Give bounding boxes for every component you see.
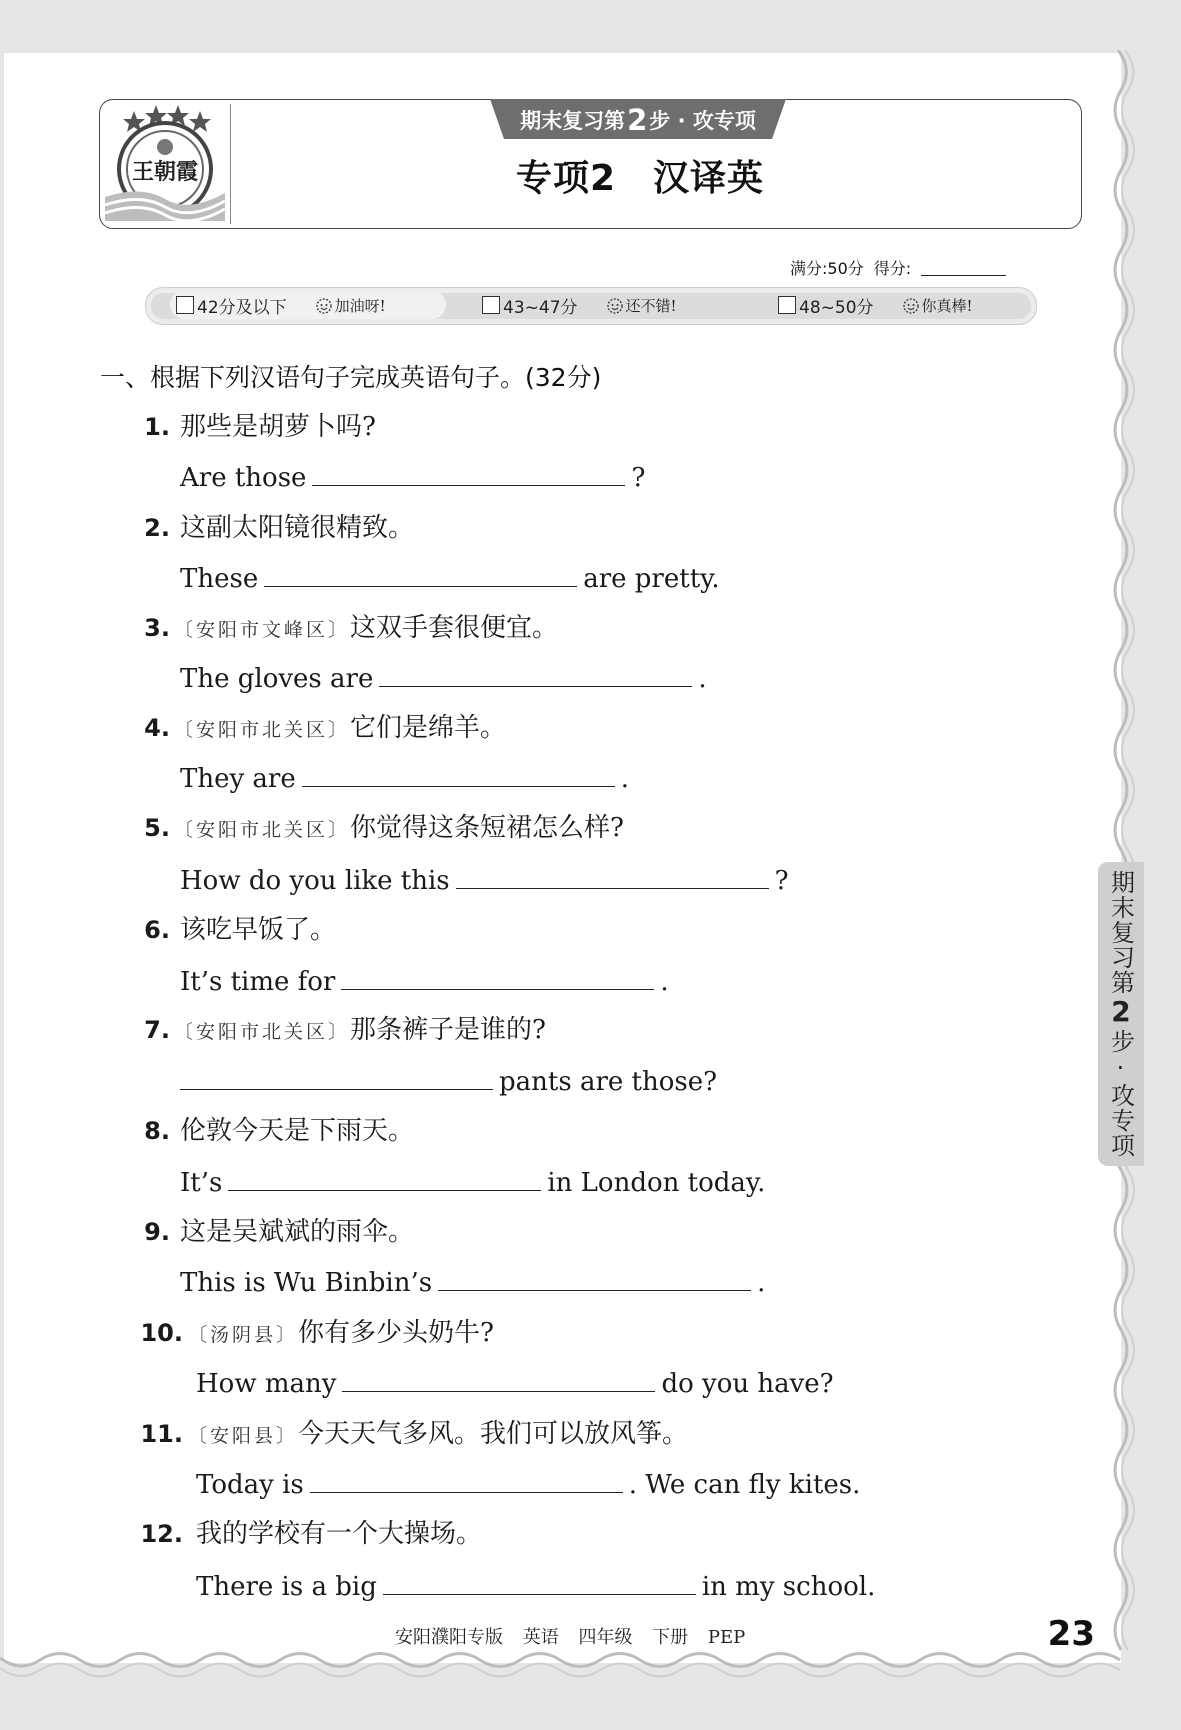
smiley-face-icon <box>606 296 624 314</box>
answer-before: It’s <box>180 1168 223 1198</box>
question-3 <box>0 608 1000 648</box>
side-tab-label <box>1098 870 1144 1160</box>
answer-after: ? <box>774 866 789 896</box>
question-number: 5. <box>144 814 170 842</box>
question-4 <box>0 708 1000 748</box>
question-5 <box>0 808 1000 848</box>
question-8 <box>0 1111 1000 1151</box>
answer-after: . <box>660 967 669 997</box>
svg-text:王朝霞: 王朝霞 <box>131 159 199 185</box>
header-tab-prefix: 期末复习第 <box>520 109 626 133</box>
rating-range: 48~50分 <box>799 297 874 318</box>
answer-line-1 <box>180 458 645 498</box>
answer-blank[interactable] <box>456 864 769 889</box>
page-number: 23 <box>1047 1614 1095 1654</box>
answer-before: How do you like this <box>180 866 450 896</box>
answer-before: How many <box>196 1369 337 1399</box>
question-9 <box>0 1212 1000 1252</box>
question-1 <box>0 407 1000 447</box>
rating-option-mid <box>478 291 752 319</box>
side-tab-step: 2 <box>1104 995 1138 1029</box>
answer-line-7 <box>174 1062 717 1102</box>
question-chinese-text: 那条裤子是谁的? <box>350 1015 546 1045</box>
question-11 <box>0 1414 1000 1454</box>
score-blank <box>921 259 1006 276</box>
answer-blank[interactable] <box>379 662 692 687</box>
question-chinese <box>188 1414 688 1456</box>
answer-before: These <box>180 564 259 594</box>
answer-after: in my school. <box>701 1572 876 1602</box>
rating-cheer: 还不错! <box>625 296 677 315</box>
question-chinese: 该吃早饭了。 <box>180 915 337 945</box>
answer-line-6 <box>180 962 669 1002</box>
wavy-border-bottom <box>0 1648 1130 1688</box>
question-chinese-text: 这双手套很便宜。 <box>350 613 559 643</box>
region-tag: 〔安阳市北关区〕 <box>174 1021 351 1043</box>
answer-line-2 <box>180 559 720 599</box>
answer-line-3 <box>180 659 707 699</box>
question-number: 2. <box>144 514 170 542</box>
question-chinese <box>174 808 624 850</box>
rating-checkbox[interactable] <box>482 296 500 314</box>
region-tag: 〔汤阴县〕 <box>188 1324 299 1346</box>
question-number: 8. <box>144 1117 170 1145</box>
answer-before: Are those <box>180 463 307 493</box>
answer-line-12 <box>196 1567 875 1607</box>
rating-checkbox[interactable] <box>176 296 194 314</box>
rating-cheer: 你真棒! <box>921 296 973 315</box>
question-chinese: 这副太阳镜很精致。 <box>180 513 415 543</box>
question-number: 1. <box>144 413 170 441</box>
score-line <box>790 254 1040 280</box>
question-number: 3. <box>144 614 170 642</box>
answer-line-11 <box>196 1465 860 1505</box>
page-title: 专项2 汉译英 <box>515 158 765 199</box>
answer-before: The gloves are <box>180 664 374 694</box>
answer-blank[interactable] <box>302 762 615 787</box>
answer-blank[interactable] <box>341 965 654 990</box>
question-chinese-text: 今天天气多风。我们可以放风筝。 <box>298 1419 689 1449</box>
answer-blank[interactable] <box>342 1367 655 1392</box>
answer-after: . <box>757 1268 766 1298</box>
question-chinese: 那些是胡萝卜吗? <box>180 412 376 442</box>
header-step-label <box>490 101 786 139</box>
answer-before: They are <box>180 764 296 794</box>
rating-range: 43~47分 <box>503 297 578 318</box>
question-chinese: 这是吴斌斌的雨伞。 <box>180 1217 415 1247</box>
answer-blank[interactable] <box>438 1266 751 1291</box>
answer-line-9 <box>180 1263 765 1303</box>
score-label: 得分: <box>873 258 912 278</box>
answer-after: . We can fly kites. <box>628 1470 861 1500</box>
header-divider <box>230 104 231 224</box>
wavy-border-right <box>1113 50 1143 1670</box>
answer-line-10 <box>196 1364 834 1404</box>
answer-blank[interactable] <box>180 1065 493 1090</box>
answer-blank[interactable] <box>310 1468 623 1493</box>
answer-line-5 <box>180 861 789 901</box>
answer-blank[interactable] <box>228 1166 541 1191</box>
answer-blank[interactable] <box>312 461 625 486</box>
answer-after: . <box>620 764 630 794</box>
question-chinese <box>174 1010 546 1052</box>
answer-after: in London today. <box>547 1168 766 1198</box>
question-number: 11. <box>140 1420 183 1448</box>
rating-checkbox[interactable] <box>778 296 796 314</box>
section-heading: 一、根据下列汉语句子完成英语句子。(32分) <box>100 363 602 392</box>
side-tab-prefix: 期末复习第 <box>1106 870 1135 995</box>
question-chinese: 我的学校有一个大操场。 <box>196 1519 483 1549</box>
smiley-face-icon <box>902 296 920 314</box>
answer-line-8 <box>180 1163 765 1203</box>
rating-option-low <box>170 291 446 319</box>
question-chinese-text: 你有多少头奶牛? <box>298 1318 494 1348</box>
region-tag: 〔安阳市文峰区〕 <box>174 619 351 641</box>
question-chinese <box>174 608 558 650</box>
question-12 <box>0 1514 1000 1554</box>
question-number: 10. <box>140 1319 183 1347</box>
question-chinese <box>174 708 506 750</box>
answer-before: Today is <box>196 1470 304 1500</box>
question-number: 4. <box>144 714 170 742</box>
rating-cheer: 加油呀! <box>334 296 386 315</box>
question-chinese-text: 你觉得这条短裙怎么样? <box>350 813 624 843</box>
footer-edition-info: 安阳濮阳专版 英语 四年级 下册 PEP <box>395 1627 746 1648</box>
question-number: 7. <box>144 1016 170 1044</box>
answer-blank[interactable] <box>383 1570 696 1595</box>
question-chinese-text: 它们是绵羊。 <box>350 713 507 743</box>
question-10 <box>0 1313 1000 1353</box>
question-6 <box>0 910 1000 950</box>
answer-before: There is a big <box>196 1572 377 1602</box>
question-number: 6. <box>144 916 170 944</box>
rating-option-high <box>774 291 1023 319</box>
region-tag: 〔安阳市北关区〕 <box>174 719 351 741</box>
answer-after: . <box>698 664 707 694</box>
region-tag: 〔安阳市北关区〕 <box>174 819 351 841</box>
region-tag: 〔安阳县〕 <box>188 1425 299 1447</box>
answer-before: This is Wu Binbin’s <box>180 1268 433 1298</box>
rating-range: 42分及以下 <box>197 297 287 318</box>
answer-after: ? <box>631 463 646 493</box>
answer-before: It’s time for <box>180 967 336 997</box>
answer-after: pants are those? <box>499 1067 718 1097</box>
answer-after: are pretty. <box>583 564 720 594</box>
question-2 <box>0 508 1000 548</box>
answer-line-4 <box>180 759 629 799</box>
side-tab-suffix: 步·攻专项 <box>1106 1029 1135 1158</box>
question-chinese: 伦敦今天是下雨天。 <box>180 1116 415 1146</box>
question-7 <box>0 1010 1000 1050</box>
question-chinese <box>188 1313 494 1355</box>
answer-after: do you have? <box>661 1369 834 1399</box>
header-tab-step: 2 <box>627 103 648 137</box>
header-tab-suffix: 步 · 攻专项 <box>649 109 756 133</box>
question-number: 9. <box>144 1218 170 1246</box>
question-number: 12. <box>140 1520 183 1548</box>
smiley-face-icon <box>315 296 333 314</box>
answer-blank[interactable] <box>264 562 577 587</box>
publisher-seal-icon <box>101 101 229 227</box>
full-score-label: 满分:50分 <box>790 258 864 278</box>
